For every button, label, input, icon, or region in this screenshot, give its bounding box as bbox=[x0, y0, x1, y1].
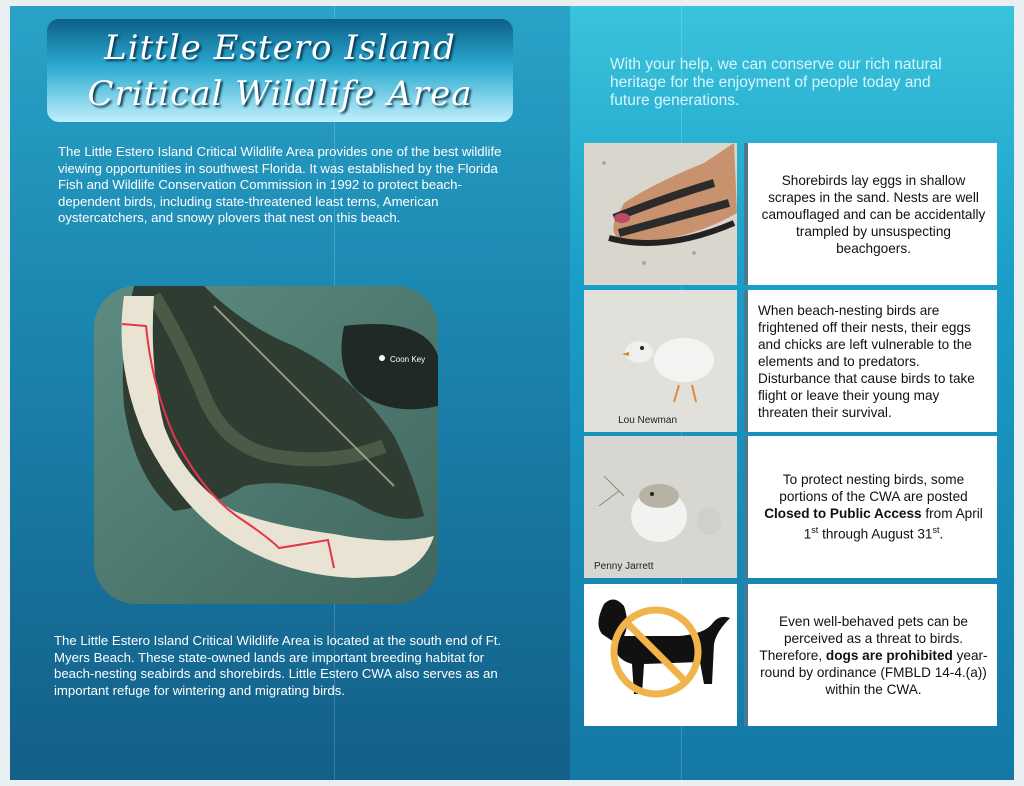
closure-date-start: April 1 bbox=[803, 506, 983, 542]
plover-photo bbox=[584, 436, 737, 578]
no-dogs-icon bbox=[584, 584, 737, 726]
panel-disturbance bbox=[584, 290, 997, 432]
panel-closure bbox=[584, 436, 997, 578]
title-line-1: Little Estero Island bbox=[104, 28, 456, 68]
title-line-2: Critical Wildlife Area bbox=[87, 74, 473, 114]
closure-text-end: . bbox=[939, 526, 944, 542]
intro-paragraph: The Little Estero Island Critical Wildlife Area provides one of the best wildlife viewing opportunities in southwest Florida. It was established by the Florida Fish and Wildlife Conservation Commission in 1992 to protect beach-dependent birds, including state-threatened least terns, American oystercatchers, and snowy plovers that nest on this beach. bbox=[58, 144, 502, 225]
pets-text-after: year-round by ordinance (FMBLD 14-4.(a)) within the CWA. bbox=[760, 647, 988, 697]
pets-text-before: Even well-behaved pets can be perceived as a threat to birds. Therefore, bbox=[759, 613, 968, 663]
closure-text-before: To protect nesting birds, some portions of the CWA are posted bbox=[779, 472, 968, 505]
tagline: With your help, we can conserve our rich natural heritage for the enjoyment of people today and future generations. bbox=[610, 56, 942, 109]
brochure-page bbox=[10, 6, 1014, 780]
panel-eggs-text-box bbox=[744, 143, 997, 285]
panel-disturbance-text-2: Disturbance that cause birds to take flight or leave their young may threaten their survival. bbox=[758, 370, 975, 420]
panel-pets-text bbox=[758, 584, 989, 726]
pets-text-bold: dogs are prohibited bbox=[825, 647, 953, 663]
foot-on-sand-photo bbox=[584, 143, 737, 285]
closure-date-end-suffix: st bbox=[932, 525, 940, 536]
panel-disturbance-text bbox=[758, 290, 989, 432]
photo-credit: Lou Newman bbox=[618, 415, 677, 426]
panel-disturbance-text-1: When beach-nesting birds are frightened off their nests, their eggs and chicks are left vulnerable to the elements and to predators. bbox=[758, 302, 972, 369]
panel-pets bbox=[584, 584, 997, 726]
panel-closure-text bbox=[758, 436, 989, 578]
map-place-label: Coon Key bbox=[390, 355, 426, 364]
closure-date-end: through August 31 bbox=[822, 526, 933, 542]
panel-eggs-text: Shorebirds lay eggs in shallow scrapes in the sand. Nests are well camouflaged and can be accidentally trampled by unsuspecting beachgoers. bbox=[761, 172, 986, 256]
no-dogs-sign bbox=[584, 584, 737, 726]
chicks-photo bbox=[584, 290, 737, 432]
panel-closure-text-box bbox=[744, 436, 997, 578]
panel-disturbance-text-box bbox=[744, 290, 997, 432]
closure-text-bold: Closed to Public Access bbox=[764, 506, 922, 522]
location-paragraph: The Little Estero Island Critical Wildlife Area is located at the south end of Ft. Myers Beach. These state-owned lands are important breeding habitat for beach-nesting seabirds and shorebirds. Little Estero CWA also serves as an important refuge for wintering and migrating birds. bbox=[54, 633, 502, 698]
panel-pets-text-box bbox=[744, 584, 997, 726]
photo-credit: Penny Jarrett bbox=[594, 561, 654, 572]
title-banner bbox=[47, 19, 513, 122]
closure-date-start-suffix: st bbox=[811, 525, 819, 536]
aerial-map-image bbox=[94, 286, 438, 604]
closure-text-from: from bbox=[925, 506, 953, 522]
panel-eggs bbox=[584, 143, 997, 285]
aerial-map bbox=[94, 286, 438, 604]
